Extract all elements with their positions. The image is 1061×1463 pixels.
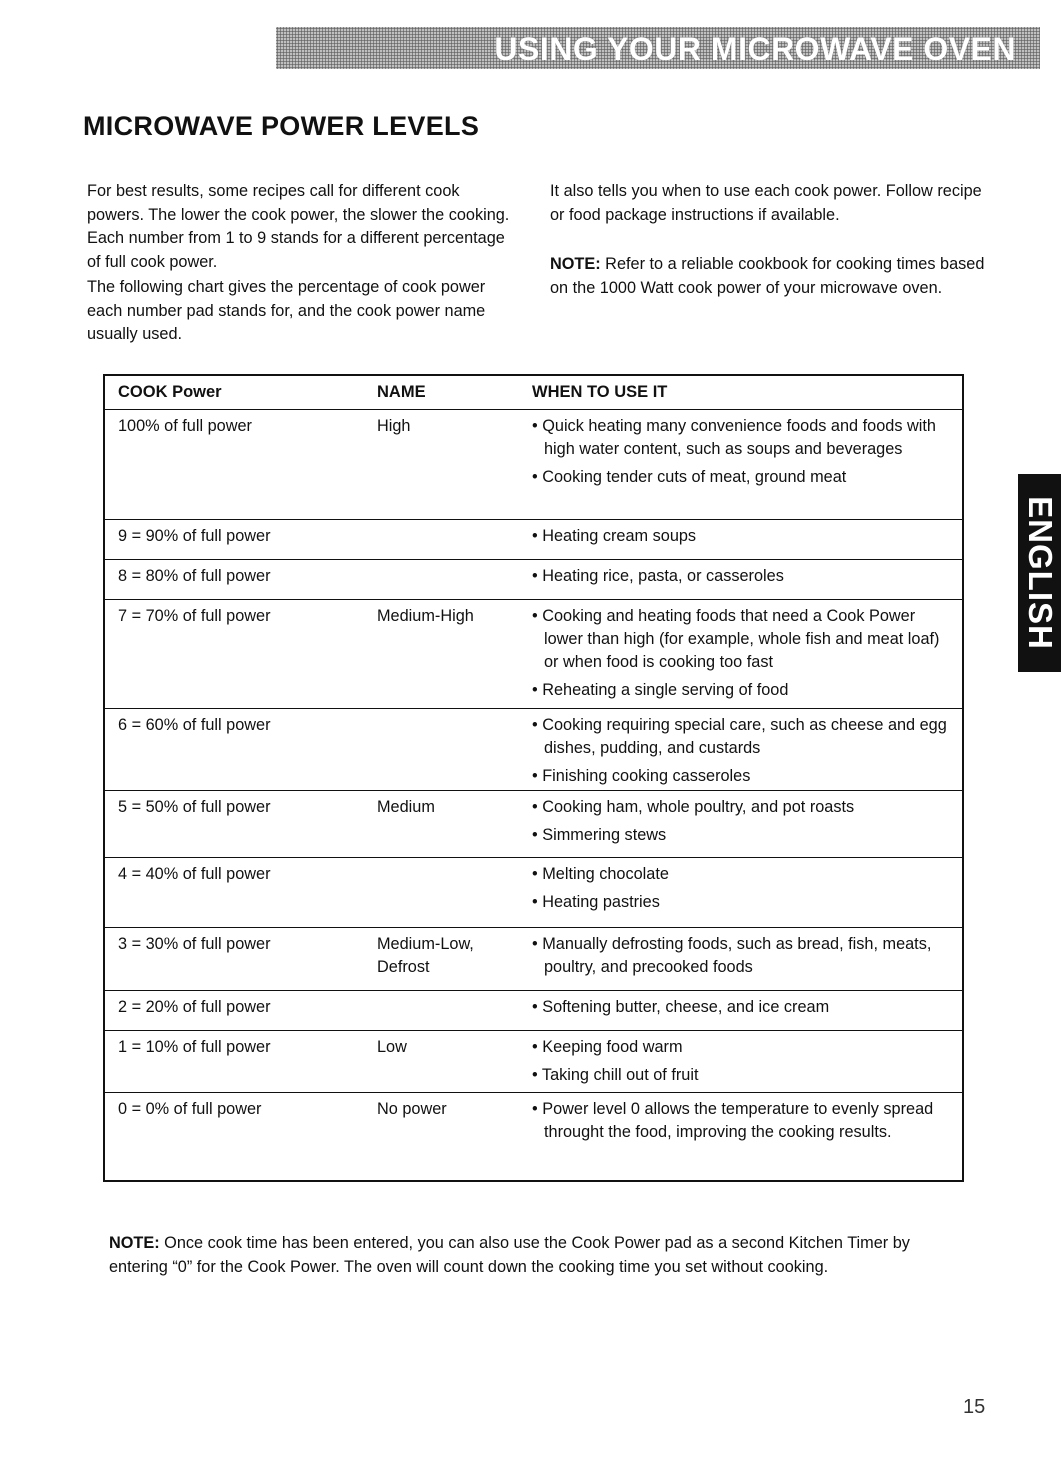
table-header-row — [105, 376, 962, 410]
cook-power-cell: 9 = 90% of full power — [118, 527, 271, 545]
cook-power-cell: 4 = 40% of full power — [118, 865, 271, 883]
when-to-use-cell — [532, 928, 962, 990]
cook-power-cell: 100% of full power — [118, 417, 252, 435]
note-label: NOTE: — [550, 255, 601, 273]
power-name-cell — [377, 991, 532, 1030]
when-to-use-cell — [532, 560, 962, 599]
header-when-to-use: WHEN TO USE IT — [532, 383, 668, 401]
power-name-cell: Low — [377, 1038, 407, 1056]
when-to-use-cell — [532, 410, 962, 519]
power-name-cell: No power — [377, 1100, 447, 1118]
when-to-use-cell — [532, 1093, 962, 1180]
table-row — [105, 991, 962, 1031]
cook-power-cell: 0 = 0% of full power — [118, 1100, 262, 1118]
when-to-use-cell — [532, 1031, 962, 1092]
power-name-cell — [377, 858, 532, 927]
table-row — [105, 928, 962, 991]
cook-power-cell: 8 = 80% of full power — [118, 567, 271, 585]
when-to-use-cell — [532, 791, 962, 857]
table-body — [105, 410, 962, 1180]
when-to-use-cell — [532, 858, 962, 927]
language-label: ENGLISH — [1021, 496, 1059, 650]
table-row — [105, 520, 962, 560]
table-row — [105, 560, 962, 600]
table-row — [105, 1031, 962, 1093]
power-level-table — [103, 374, 964, 1182]
banner-title: USING YOUR MICROWAVE OVEN — [494, 31, 1016, 67]
table-row — [105, 791, 962, 858]
use-item: • Reheating a single serving of food — [532, 681, 789, 699]
cook-power-cell: 1 = 10% of full power — [118, 1038, 271, 1056]
table-row — [105, 410, 962, 520]
cook-power-cell: 2 = 20% of full power — [118, 998, 271, 1016]
power-name-cell — [377, 520, 532, 559]
table-row — [105, 709, 962, 791]
use-item: • Cooking tender cuts of meat, ground meat — [532, 468, 847, 486]
use-item: • Heating pastries — [532, 893, 660, 911]
table-row — [105, 600, 962, 709]
bottom-note — [109, 1232, 939, 1279]
note-label: NOTE: — [109, 1234, 160, 1252]
table-row — [105, 1093, 962, 1180]
intro-note — [550, 253, 1000, 300]
use-item: • Quick heating many convenience foods and foods with high water content, such as soups and beverages — [532, 417, 936, 458]
use-item: • Melting chocolate — [532, 865, 669, 883]
intro-right-column — [550, 180, 1000, 300]
intro-paragraph: The following chart gives the percentage of cook power each number pad stands for, and the cook power name usually used. — [87, 278, 486, 343]
power-name-cell — [377, 560, 532, 599]
use-item: • Taking chill out of fruit — [532, 1066, 699, 1084]
power-name-cell: Medium — [377, 798, 435, 816]
use-item: • Keeping food warm — [532, 1038, 683, 1056]
cook-power-cell: 6 = 60% of full power — [118, 716, 271, 734]
section-banner — [276, 27, 1040, 69]
power-name-cell: Medium-Low, Defrost — [377, 935, 474, 976]
intro-left-column — [87, 180, 517, 347]
page-number: 15 — [963, 1396, 986, 1418]
cook-power-cell: 7 = 70% of full power — [118, 607, 271, 625]
use-item: • Softening butter, cheese, and ice cream — [532, 998, 830, 1016]
table-row — [105, 858, 962, 928]
cook-power-cell: 5 = 50% of full power — [118, 798, 271, 816]
note-text: Once cook time has been entered, you can also use the Cook Power pad as a second Kitchen Timer by entering “0” for the Cook Power. The oven will count down the cooking time you set without cooking. — [109, 1234, 910, 1276]
when-to-use-cell — [532, 991, 962, 1030]
intro-paragraph: For best results, some recipes call for different cook powers. The lower the cook power, the slower the cooking. Each number from 1 to 9 stands for a different percentage of full cook power. — [87, 182, 510, 271]
cook-power-cell: 3 = 30% of full power — [118, 935, 271, 953]
use-item: • Heating cream soups — [532, 527, 697, 545]
page-title: MICROWAVE POWER LEVELS — [83, 111, 480, 141]
use-item: • Cooking ham, whole poultry, and pot roasts — [532, 798, 855, 816]
note-text: Refer to a reliable cookbook for cooking times based on the 1000 Watt cook power of your microwave oven. — [550, 255, 985, 297]
power-name-cell: Medium-High — [377, 607, 474, 625]
language-tab — [1018, 474, 1061, 672]
use-item: • Finishing cooking casseroles — [532, 767, 751, 785]
use-item: • Heating rice, pasta, or casseroles — [532, 567, 784, 585]
use-item: • Power level 0 allows the temperature to evenly spread throught the food, improving the cooking results. — [532, 1100, 934, 1141]
use-item: • Simmering stews — [532, 826, 667, 844]
use-item: • Manually defrosting foods, such as bread, fish, meats, poultry, and precooked foods — [532, 935, 932, 976]
power-name-cell: High — [377, 417, 411, 435]
power-name-cell — [377, 709, 532, 790]
intro-paragraph: It also tells you when to use each cook power. Follow recipe or food package instructions if available. — [550, 182, 982, 224]
when-to-use-cell — [532, 709, 962, 790]
header-cook-power: COOK Power — [118, 383, 222, 401]
when-to-use-cell — [532, 520, 962, 559]
when-to-use-cell — [532, 600, 962, 708]
header-name: NAME — [377, 383, 426, 401]
use-item: • Cooking requiring special care, such as cheese and egg dishes, pudding, and custards — [532, 716, 947, 757]
use-item: • Cooking and heating foods that need a Cook Power lower than high (for example, whole fish and meat loaf) or when food is cooking too fast — [532, 607, 940, 671]
